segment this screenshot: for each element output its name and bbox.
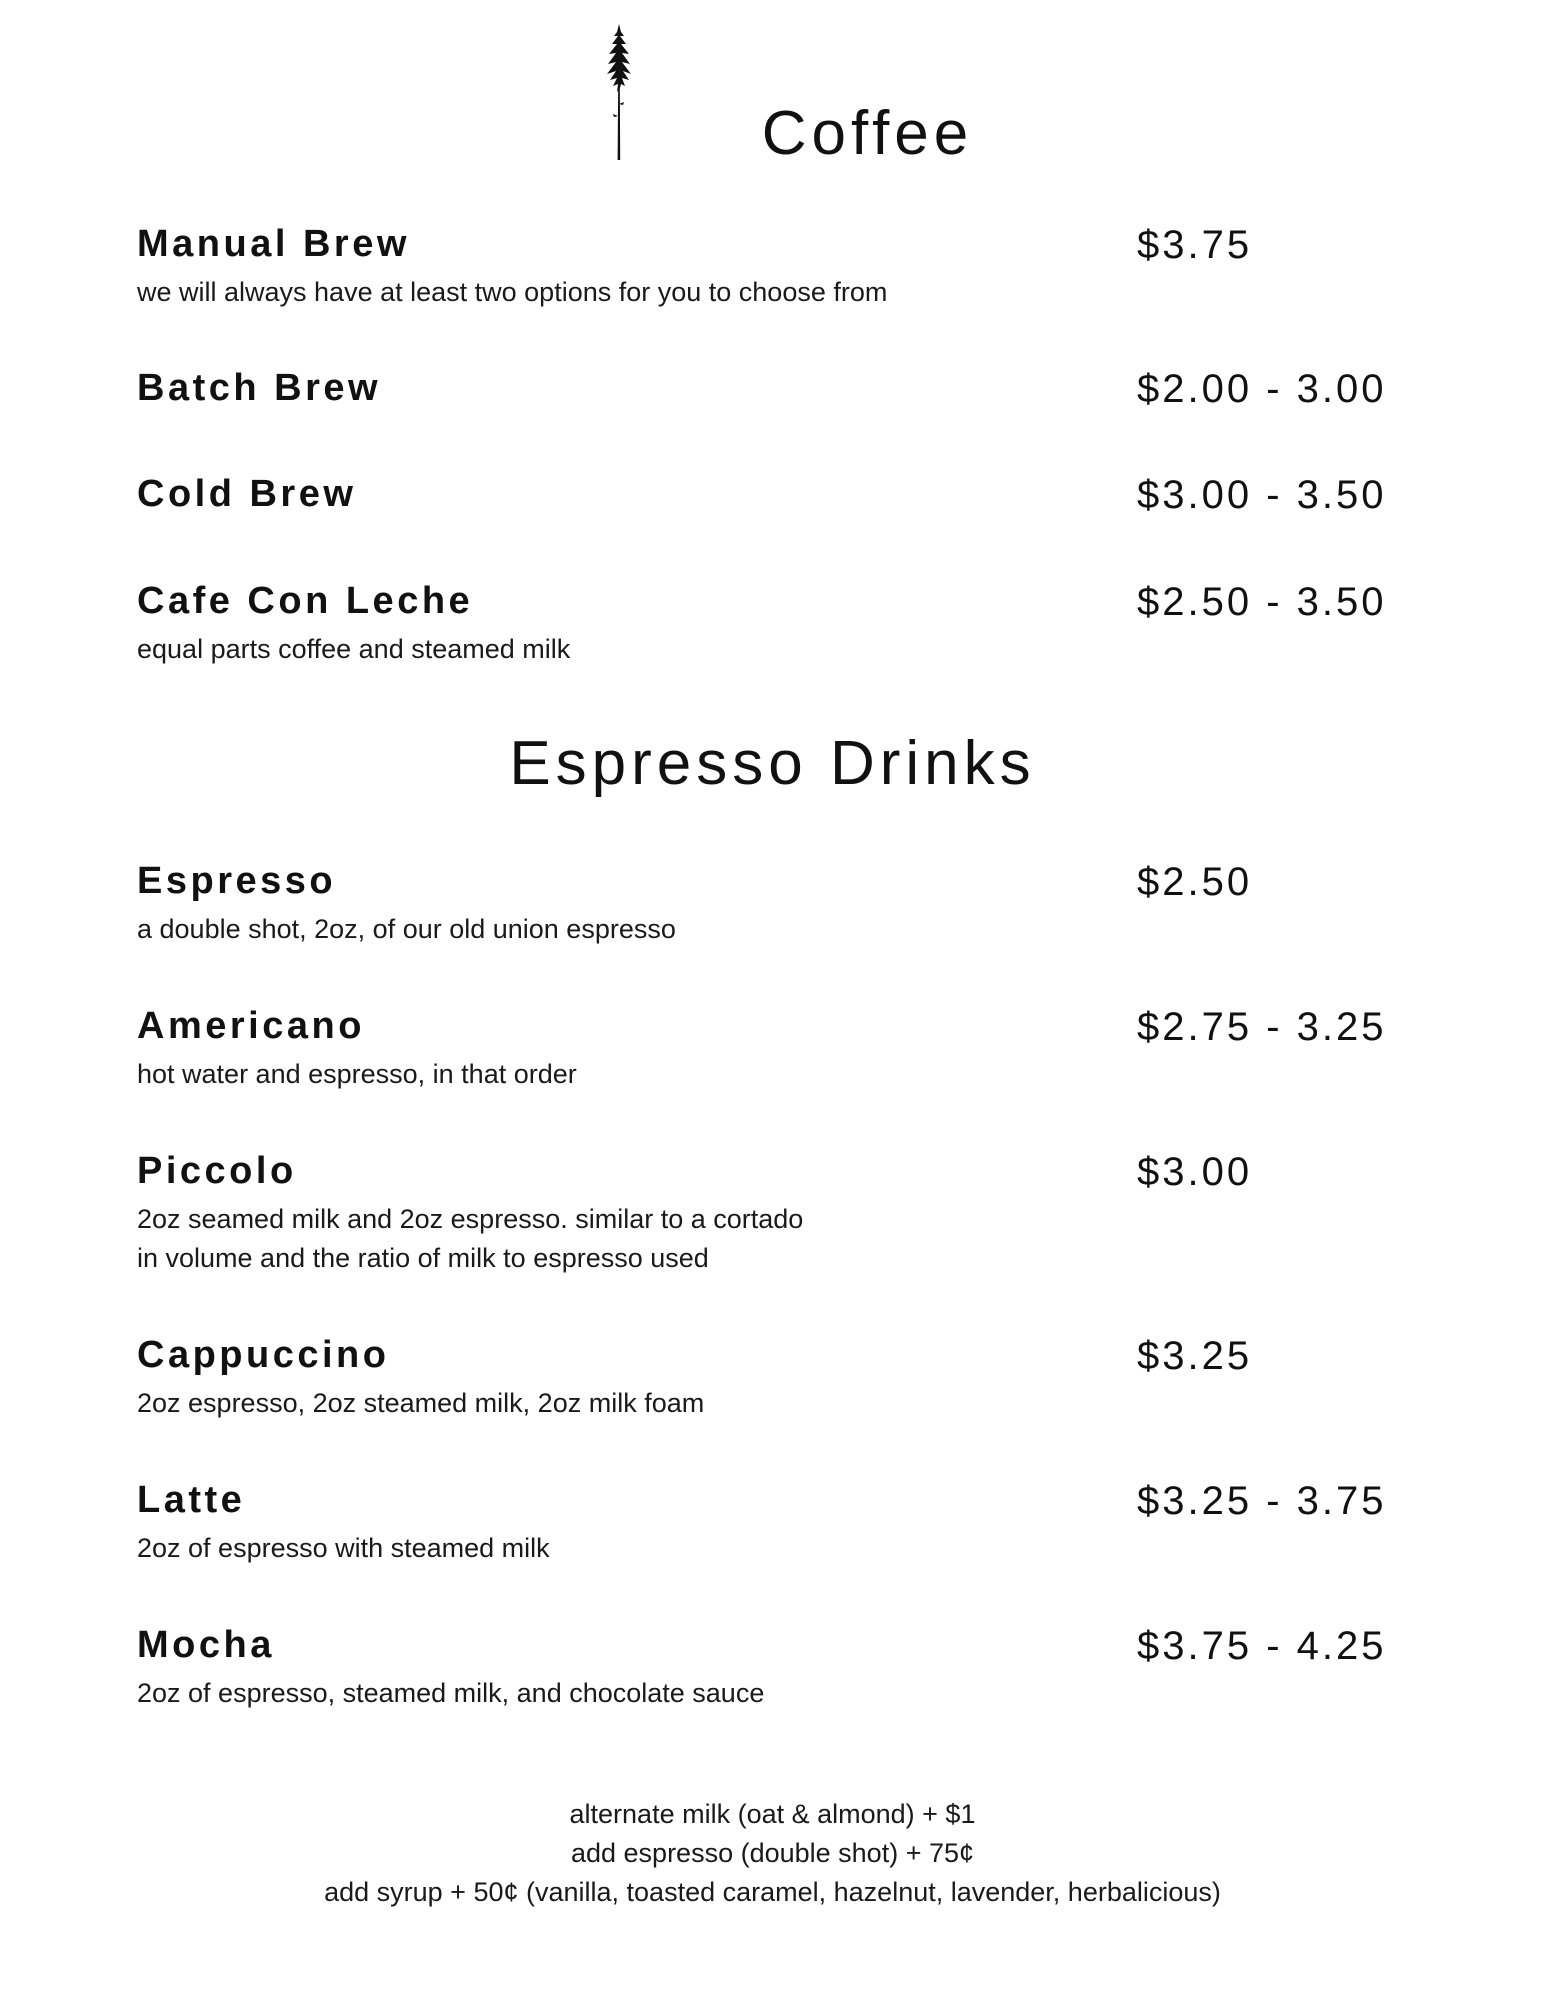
item-name: Batch Brew xyxy=(137,367,382,409)
item-price: $2.50 - 3.50 xyxy=(1137,580,1387,624)
item-name: Piccolo xyxy=(137,1150,297,1192)
item-price: $3.75 xyxy=(1137,223,1253,267)
item-name: Manual Brew xyxy=(137,223,410,265)
coffee-section-title: Coffee xyxy=(761,99,974,168)
menu-header xyxy=(0,22,1545,172)
add-on-line: add syrup + 50¢ (vanilla, toasted caramel, hazelnut, lavender, herbalicious) xyxy=(324,1877,1221,1907)
item-price: $3.00 xyxy=(1137,1150,1253,1194)
item-description: equal parts coffee and steamed milk xyxy=(137,634,571,664)
add-on-line: add espresso (double shot) + 75¢ xyxy=(570,1838,975,1868)
item-name: Americano xyxy=(137,1005,365,1047)
item-price: $2.50 xyxy=(1137,860,1253,904)
item-description: a double shot, 2oz, of our old union espresso xyxy=(137,914,676,944)
item-description: 2oz of espresso with steamed milk xyxy=(137,1533,550,1563)
item-name: Cappuccino xyxy=(137,1334,390,1376)
add-ons-footer xyxy=(0,1795,1545,1912)
item-description-line: 2oz seamed milk and 2oz espresso. similar to a cortado xyxy=(137,1204,804,1234)
item-price: $3.25 - 3.75 xyxy=(1137,1479,1387,1523)
item-description: 2oz of espresso, steamed milk, and chocolate sauce xyxy=(137,1678,765,1708)
item-name: Espresso xyxy=(137,860,337,902)
item-price: $2.00 - 3.00 xyxy=(1137,367,1387,411)
item-price: $3.25 xyxy=(1137,1334,1253,1378)
item-description-line: in volume and the ratio of milk to espresso used xyxy=(137,1243,709,1273)
item-price: $3.75 - 4.25 xyxy=(1137,1624,1387,1668)
item-description: hot water and espresso, in that order xyxy=(137,1059,577,1089)
espresso-section-title: Espresso Drinks xyxy=(509,729,1036,798)
item-description: we will always have at least two options for you to choose from xyxy=(137,277,888,307)
item-name: Latte xyxy=(137,1479,246,1521)
item-description xyxy=(137,1200,803,1278)
item-price: $2.75 - 3.25 xyxy=(1137,1005,1387,1049)
item-name: Cold Brew xyxy=(137,473,357,515)
item-description: 2oz espresso, 2oz steamed milk, 2oz milk foam xyxy=(137,1388,705,1418)
item-price: $3.00 - 3.50 xyxy=(1137,473,1387,517)
item-name: Cafe Con Leche xyxy=(137,580,474,622)
add-on-line: alternate milk (oat & almond) + $1 xyxy=(569,1799,976,1829)
item-name: Mocha xyxy=(137,1624,275,1666)
